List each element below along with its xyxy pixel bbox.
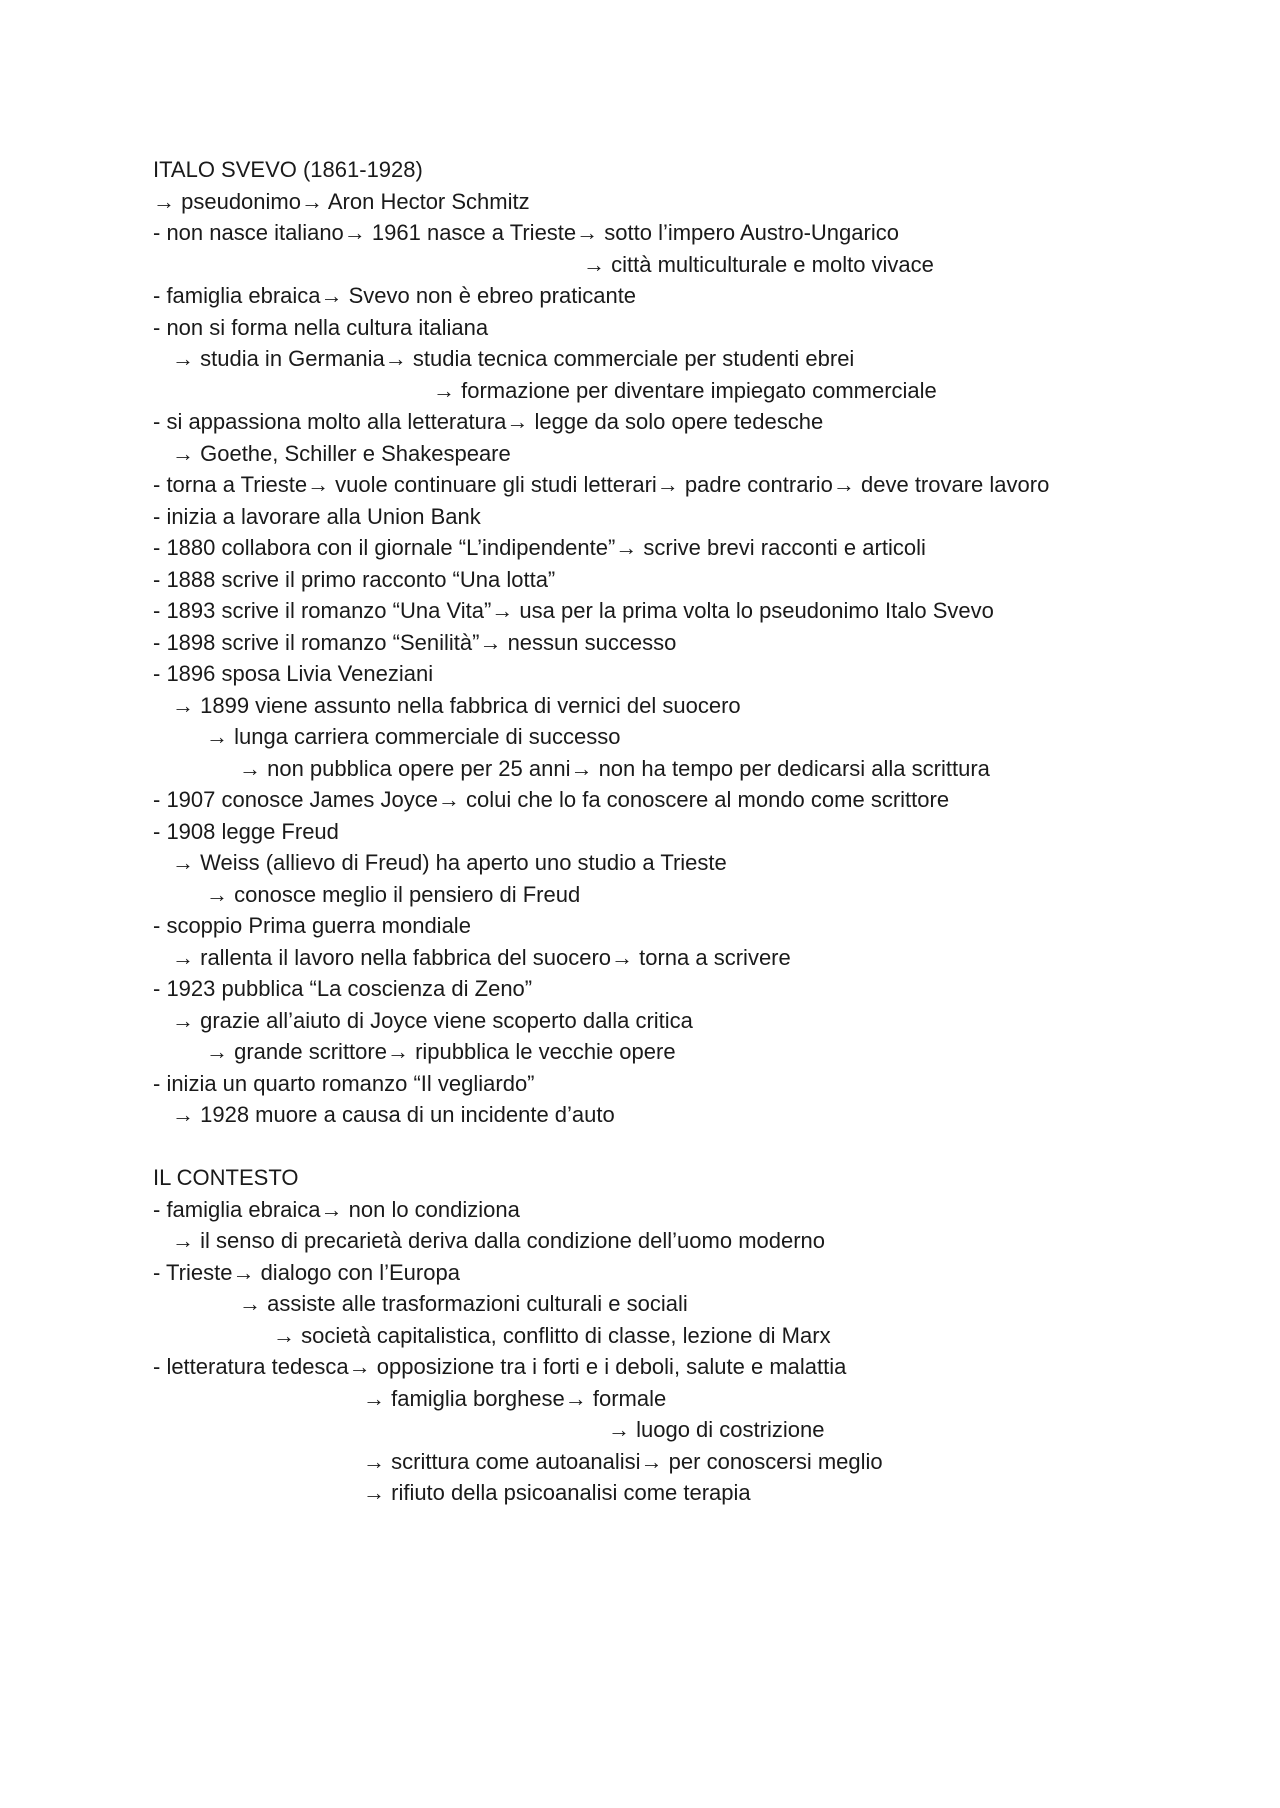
note-line: → società capitalistica, conflitto di classe, lezione di Marx bbox=[273, 1322, 831, 1348]
note-line: - inizia un quarto romanzo “Il vegliardo” bbox=[153, 1070, 535, 1096]
note-line: → città multiculturale e molto vivace bbox=[583, 251, 934, 277]
note-line: - inizia a lavorare alla Union Bank bbox=[153, 503, 481, 529]
note-line: - 1908 legge Freud bbox=[153, 818, 339, 844]
note-line: → grazie all’aiuto di Joyce viene scoperto dalla critica bbox=[172, 1007, 693, 1033]
note-line: - non nasce italiano→ 1961 nasce a Trieste→ sotto l’impero Austro-Ungarico bbox=[153, 220, 899, 245]
note-line: - 1888 scrive il primo racconto “Una lotta” bbox=[153, 566, 556, 592]
note-line: - 1898 scrive il romanzo “Senilità”→ nessun successo bbox=[153, 629, 677, 655]
note-line: → conosce meglio il pensiero di Freud bbox=[206, 881, 581, 907]
note-line: → non pubblica opere per 25 anni→ non ha tempo per dedicarsi alla scrittura bbox=[239, 755, 990, 781]
note-line: → scrittura come autoanalisi→ per conoscersi meglio bbox=[363, 1448, 883, 1474]
note-line: - letteratura tedesca→ opposizione tra i forti e i deboli, salute e malattia bbox=[153, 1354, 847, 1379]
note-line: → lunga carriera commerciale di successo bbox=[206, 724, 621, 749]
note-line: - 1893 scrive il romanzo “Una Vita”→ usa per la prima volta lo pseudonimo Italo Svevo bbox=[153, 598, 994, 623]
note-line: → Goethe, Schiller e Shakespeare bbox=[172, 440, 511, 466]
note-line: → rallenta il lavoro nella fabbrica del suocero→ torna a scrivere bbox=[172, 944, 791, 970]
note-line: - 1880 collabora con il giornale “L’indipendente”→ scrive brevi racconti e articoli bbox=[153, 535, 926, 560]
note-line: - non si forma nella cultura italiana bbox=[153, 314, 489, 340]
note-line: → il senso di precarietà deriva dalla condizione dell’uomo moderno bbox=[172, 1228, 826, 1253]
note-line: - Trieste→ dialogo con l’Europa bbox=[153, 1259, 460, 1285]
note-line: → grande scrittore→ ripubblica le vecchie opere bbox=[206, 1039, 676, 1064]
note-line: - 1907 conosce James Joyce→ colui che lo fa conoscere al mondo come scrittore bbox=[153, 787, 950, 812]
note-line: → studia in Germania→ studia tecnica commerciale per studenti ebrei bbox=[172, 346, 855, 371]
note-line: → 1899 viene assunto nella fabbrica di vernici del suocero bbox=[172, 692, 741, 718]
notes-body bbox=[153, 154, 1233, 1509]
note-line: → pseudonimo→ Aron Hector Schmitz bbox=[153, 188, 530, 214]
section-title-italo-svevo: ITALO SVEVO (1861-1928) bbox=[153, 157, 423, 182]
note-line: - famiglia ebraica→ non lo condiziona bbox=[153, 1196, 520, 1222]
note-line: → luogo di costrizione bbox=[608, 1417, 825, 1442]
note-line: → famiglia borghese→ formale bbox=[363, 1385, 667, 1411]
note-line: → rifiuto della psicoanalisi come terapia bbox=[363, 1480, 751, 1505]
note-line: → assiste alle trasformazioni culturali e sociali bbox=[239, 1291, 688, 1316]
note-line: - 1896 sposa Livia Veneziani bbox=[153, 661, 434, 686]
note-line: - famiglia ebraica→ Svevo non è ebreo praticante bbox=[153, 283, 637, 308]
note-line: - scoppio Prima guerra mondiale bbox=[153, 913, 471, 938]
note-line: - torna a Trieste→ vuole continuare gli studi letterari→ padre contrario→ deve trovare lavoro bbox=[153, 472, 1050, 497]
note-line: → Weiss (allievo di Freud) ha aperto uno studio a Trieste bbox=[172, 850, 727, 875]
note-line: - 1923 pubblica “La coscienza di Zeno” bbox=[153, 976, 533, 1001]
note-line: → 1928 muore a causa di un incidente d’auto bbox=[172, 1102, 615, 1127]
note-line: → formazione per diventare impiegato commerciale bbox=[433, 377, 937, 403]
section-spacer bbox=[153, 1131, 1233, 1163]
note-line: - si appassiona molto alla letteratura→ legge da solo opere tedesche bbox=[153, 409, 824, 434]
section-title-il-contesto: IL CONTESTO bbox=[153, 1165, 299, 1190]
